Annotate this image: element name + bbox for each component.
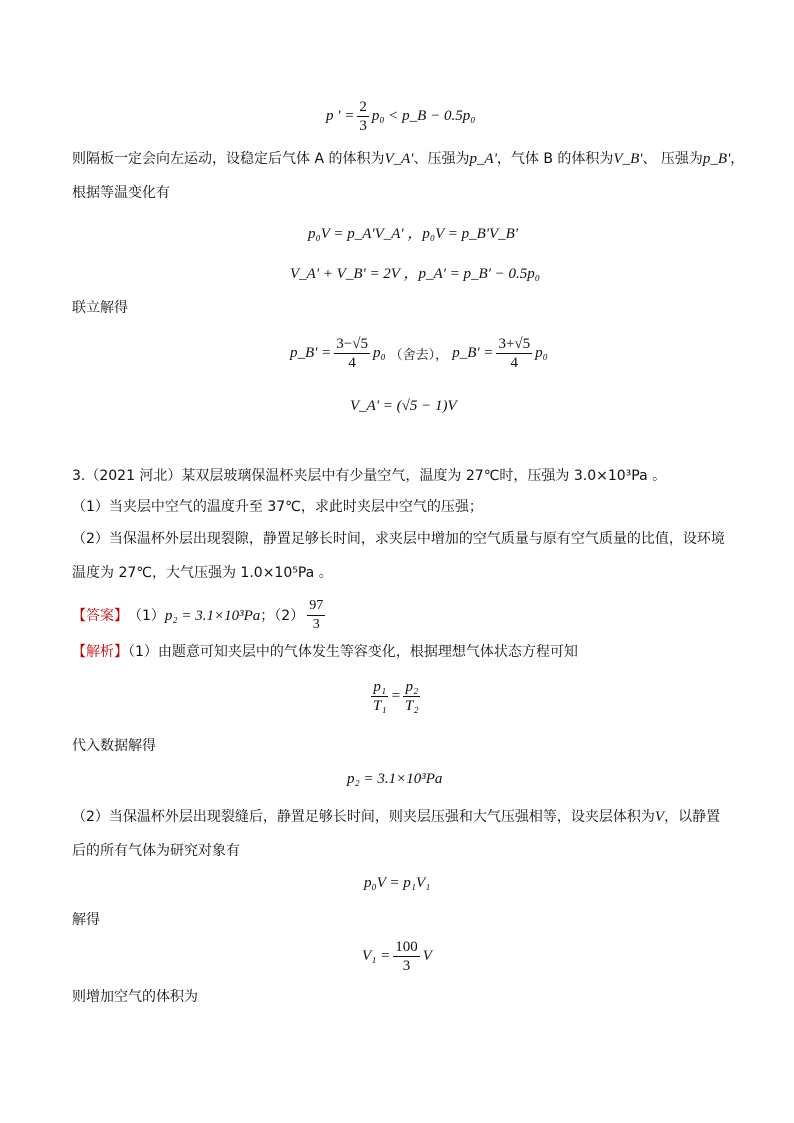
question-part-2-cont: 温度为 27℃，大气压强为 1.0×10⁵Pa 。 — [72, 565, 333, 581]
analysis-line: 【解析】（1）由题意可知夹层中的气体发生等容变化，根据理想气体状态方程可知 — [72, 644, 578, 660]
equation-va-result: V_A' = (√5 − 1)V — [350, 398, 457, 414]
equation-p2-value: p₂ = 3.1×10³Pa — [347, 771, 443, 787]
equation-pressure-compare: p ' = $\frac{2}{3}$ p₀ < p_B − 0.5p₀ — [326, 99, 476, 134]
equation-volume-sum: V_A' + V_B' = 2V ，p_A' = p_B' − 0.5p₀ — [290, 266, 540, 282]
answer-tag: 【答案】 — [72, 607, 128, 624]
text-line: 则隔板一定会向左运动，设稳定后气体 A 的体积为V_A'、压强为p_A'，气体 B 的体积为V_B'、 压强为p_B'， — [72, 151, 745, 167]
equation-pb-solutions: p_B' = $\frac{3-√5}{4}$ p₀ （舍去）， p_B' = $\frac{3+√5}{4}$ p₀ — [290, 336, 548, 371]
text-line: 联立解得 — [72, 300, 128, 316]
text-line: 根据等温变化有 — [72, 185, 170, 201]
equation-v1-value: V₁ = $\frac{100}{3}$ V — [362, 939, 432, 974]
text-line: 解得 — [72, 912, 100, 928]
text-line: 代入数据解得 — [72, 738, 156, 754]
analysis-tag: 【解析】 — [72, 644, 128, 660]
answer-line: 【答案】 （1） p₂ = 3.1×10³Pa ；（2） $\frac{97}{3}$ — [72, 598, 324, 632]
text-line: （2）当保温杯外层出现裂缝后，静置足够长时间，则夹层压强和大气压强相等，设夹层体积为V，以静置 — [72, 809, 721, 825]
question-title: 3.（2021 河北）某双层玻璃保温杯夹层中有少量空气，温度为 27℃时，压强为 3.0×10³Pa 。 — [72, 468, 667, 484]
text-line: 后的所有气体为研究对象有 — [72, 843, 240, 859]
equation-ideal-gas: $\frac{\text{p₁}}{\text{T₁}}$ = $\frac{\text{p₂}}{\text{T₂}}$ — [373, 679, 419, 714]
equation-isothermal-2: p₀V = p₁V₁ — [364, 875, 431, 891]
text-line: 则增加空气的体积为 — [72, 989, 198, 1005]
question-part-2: （2）当保温杯外层出现裂隙，静置足够长时间，求夹层中增加的空气质量与原有空气质量的比值，设环境 — [72, 531, 725, 547]
equation-isothermal: p₀V = p_A'V_A' ，p₀V = p_B'V_B' — [308, 226, 519, 242]
question-part-1: （1）当夹层中空气的温度升至 37℃，求此时夹层中空气的压强； — [72, 499, 483, 515]
